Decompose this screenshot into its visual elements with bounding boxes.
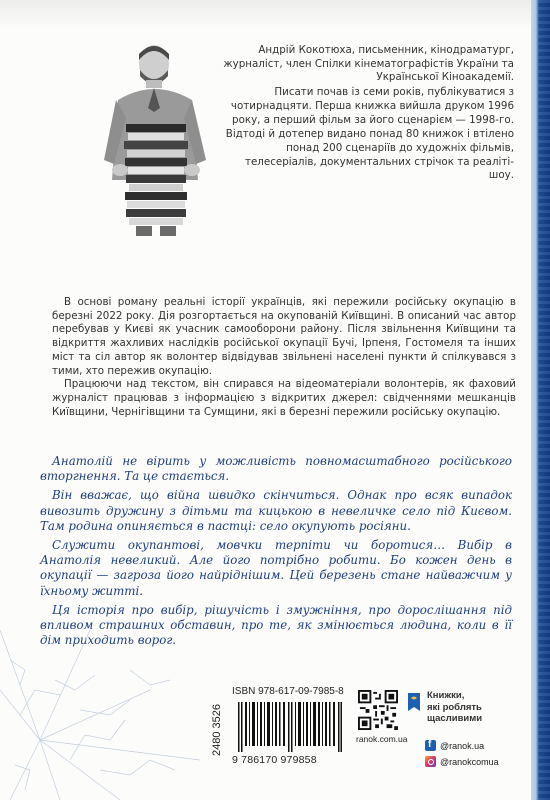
ranok-logo-icon — [406, 692, 422, 712]
isbn-barcode — [232, 686, 344, 772]
teaser-paragraph: Анатолій не вірить у можливість повномасштабного російського вторгнення. Та це стається. — [40, 454, 512, 484]
facebook-handle: @ranok.ua — [440, 740, 485, 751]
author-bio-paragraph: Відтоді й дотепер видано понад 80 книжок і втілено понад 200 сценаріїв до художніх фільмів, телесеріалів, документальних стрічок та реаліті-шоу. — [225, 128, 514, 182]
teaser-paragraph: Він вважає, що війна швидко скінчиться. Однак про всяк випадок вивозить дружину з дітьми та кицькою в невеличке село під Києвом. Там родина опиняється в пастці: село окупують росіяни. — [40, 488, 512, 533]
publisher-slogan — [427, 690, 482, 725]
slogan-line: щасливими — [427, 713, 483, 724]
instagram-icon — [425, 756, 436, 767]
summary-paragraph: Працюючи над текстом, він спирався на відеоматеріали волонтерів, як фаховий журналіст працював з інформацією з відкритих джерел: свідченнями мешканців Київщини, Чернігівщини та Сумщини, які в березні пережили російську окупацію. — [52, 378, 516, 418]
isbn-text: ISBN 978-617-09-7985-8 — [232, 686, 344, 697]
facebook-icon — [425, 740, 436, 751]
teaser-paragraph: Служити окупантові, мовчки терпіти чи боротися… Вибір в Анатолія невеликий. Але його потрібно робити. Бо кожен день в окупації — загроза його найріднішим. Цей березень стане найважчим у їхньому житті. — [40, 538, 512, 598]
ean-digits: 9 786170 979858 — [232, 754, 317, 766]
barcode-bars — [238, 702, 342, 752]
page-top-shadow — [0, 0, 531, 30]
summary-paragraph: В основі роману реальні історії українців, які пережили російську окупацію в березні 2022 року. Дія розгортається на окупованій Київщині. В описаний час автор перебував у Києві як учасник самооборони району. Після звільнення Київщини та відкриття жахливих наслідків російської окупації Бучі, Ірпеня, Гостомеля та інших міст та сіл автор як волонтер відвідував звільнені населені пункти й спілкувався з тими, хто пережив окупацію. — [52, 296, 516, 377]
instagram-link[interactable] — [425, 756, 499, 767]
instagram-handle: @ranokcomua — [440, 756, 499, 767]
vertical-code-text: 2480 3526 — [211, 704, 223, 756]
facebook-link[interactable] — [425, 740, 484, 751]
teaser-paragraph: Ця історія про вибір, рішучість і змужніння, про дорослішання під впливом страшних обставин, про те, як змінюється людина, коли в її дім приходить ворог. — [40, 602, 512, 648]
author-photo — [96, 40, 216, 236]
spine-texture — [538, 0, 550, 800]
book-summary — [52, 296, 516, 419]
slogan-line: які роблять — [427, 701, 482, 713]
website-url[interactable]: ranok.com.ua — [356, 734, 408, 744]
author-bio-paragraph: Писати почав із семи років, публікуватися з чотирнадцяти. Перша книжка вийшла друком 1996 року, а перший фільм за його сценарієм — 1998-го. — [230, 86, 514, 126]
vertical-code — [210, 690, 224, 770]
cracked-glass-decoration — [0, 570, 230, 800]
author-bio — [222, 44, 514, 184]
author-bio-paragraph: Андрій Кокотюха, письменник, кінодраматург, журналіст, член Спілки кінематографістів України та Української Кіноакадемії. — [223, 44, 514, 84]
qr-code — [358, 690, 398, 730]
slogan-line: Книжки, — [427, 690, 465, 701]
